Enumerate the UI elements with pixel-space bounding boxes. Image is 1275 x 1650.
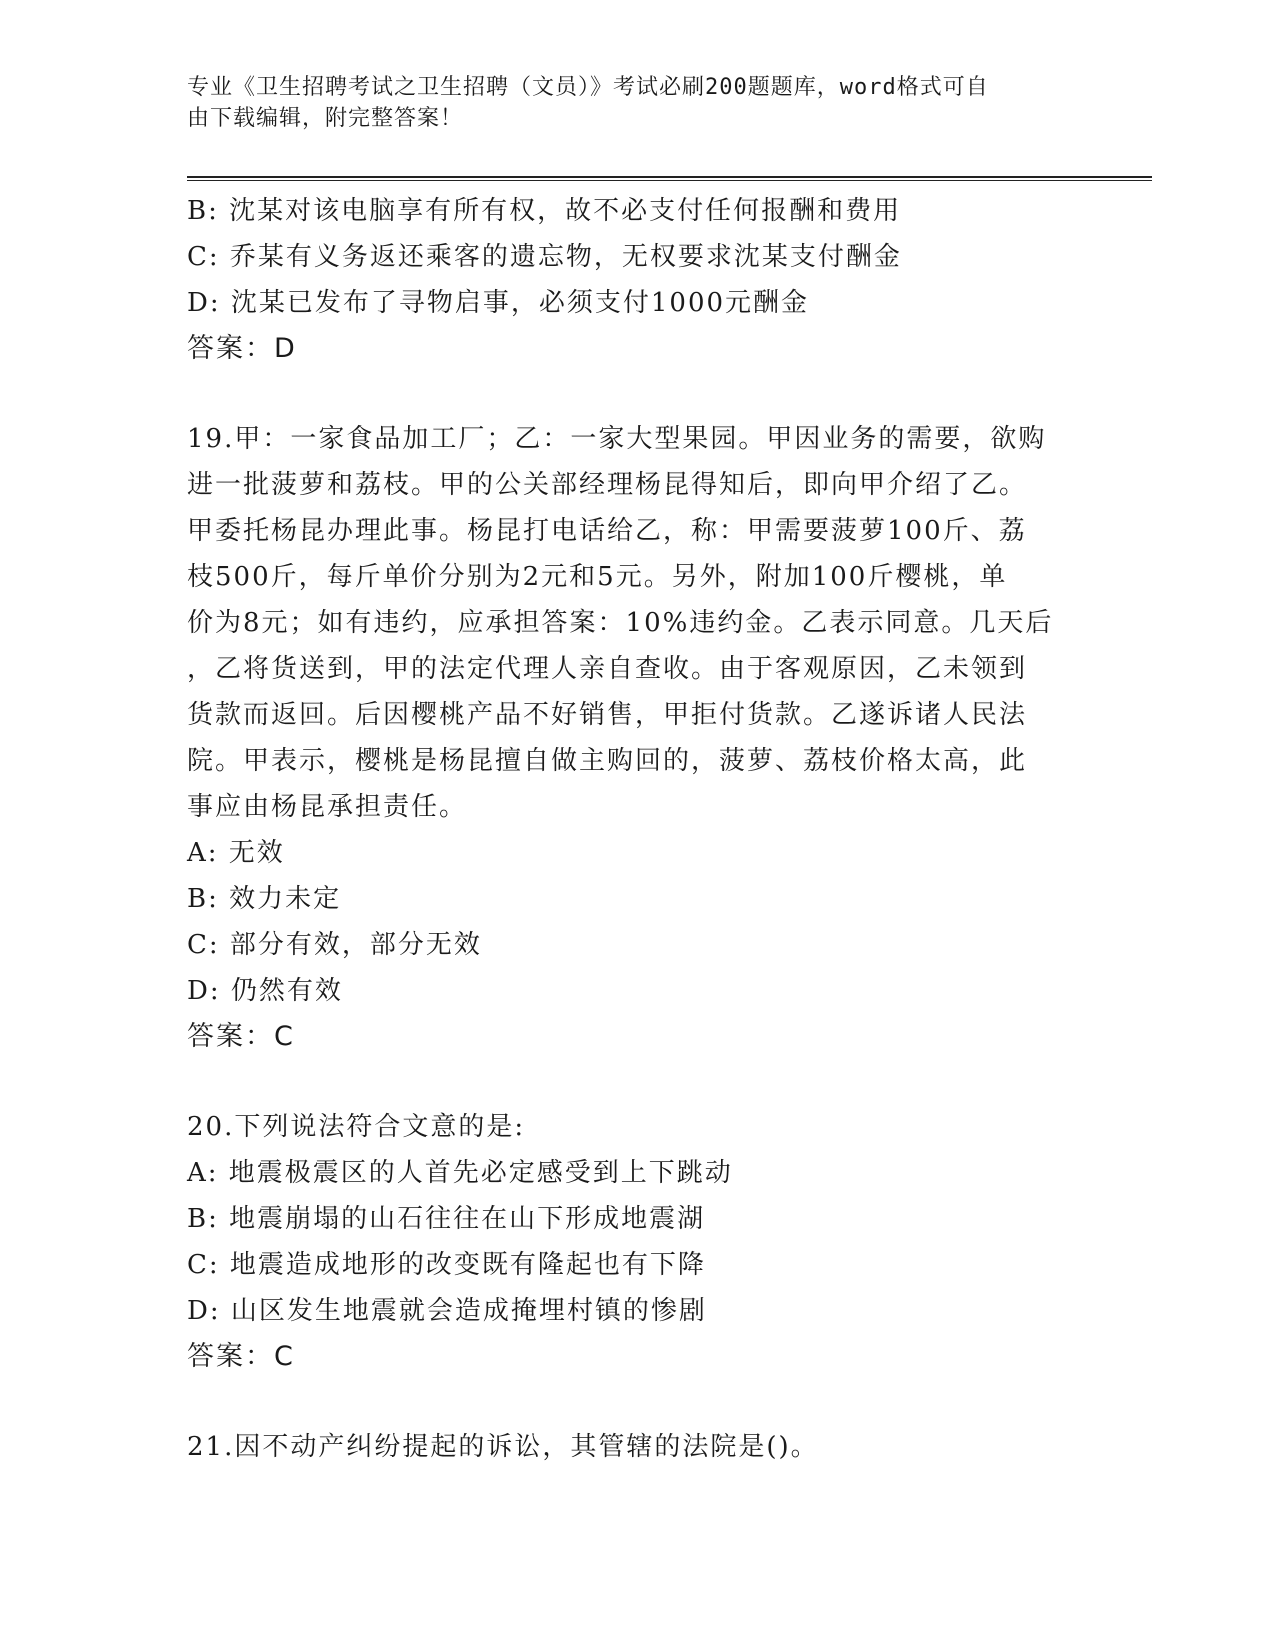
question-stem-line: 进一批菠萝和荔枝。甲的公关部经理杨昆得知后，即向甲介绍了乙。 <box>187 470 1028 500</box>
question-21 <box>187 1424 1087 1470</box>
spacer <box>187 1060 1087 1104</box>
header-divider <box>187 176 1152 181</box>
option-d: D: 仍然有效 <box>187 976 343 1006</box>
option-c: C: 部分有效，部分无效 <box>187 930 482 960</box>
question-stem-line: 事应由杨昆承担责任。 <box>187 792 468 822</box>
question-18-tail <box>187 188 1087 372</box>
question-stem: 21.因不动产纠纷提起的诉讼，其管辖的法院是()。 <box>187 1432 819 1462</box>
option-c: C: 地震造成地形的改变既有隆起也有下降 <box>187 1250 706 1280</box>
question-stem-line: 价为8元；如有违约，应承担答案：10%违约金。乙表示同意。几天后 <box>187 608 1054 638</box>
option-d: D: 沈某已发布了寻物启事，必须支付1000元酬金 <box>187 288 810 318</box>
question-19 <box>187 416 1087 1060</box>
question-stem: 20.下列说法符合文意的是: <box>187 1112 526 1142</box>
question-stem-line: ，乙将货送到，甲的法定代理人亲自查收。由于客观原因，乙未领到 <box>187 654 1028 684</box>
option-c: C: 乔某有义务返还乘客的遗忘物，无权要求沈某支付酬金 <box>187 242 902 272</box>
answer-label: 答案：D <box>187 333 297 364</box>
option-d: D: 山区发生地震就会造成掩埋村镇的惨剧 <box>187 1296 707 1326</box>
question-stem-line: 货款而返回。后因樱桃产品不好销售，甲拒付货款。乙遂诉诸人民法 <box>187 700 1028 730</box>
question-stem-line: 19.甲：一家食品加工厂；乙：一家大型果园。甲因业务的需要，欲购 <box>187 424 1047 454</box>
header-line-2: 由下载编辑，附完整答案！ <box>187 106 464 131</box>
spacer <box>187 1380 1087 1424</box>
question-20 <box>187 1104 1087 1380</box>
answer-label: 答案：C <box>187 1341 295 1372</box>
question-stem-line: 院。甲表示，樱桃是杨昆擅自做主购回的，菠萝、荔枝价格太高，此 <box>187 746 1028 776</box>
question-content <box>187 188 1087 1470</box>
answer-label: 答案：C <box>187 1021 295 1052</box>
header-line-1: 专业《卫生招聘考试之卫生招聘（文员）》考试必刷200题题库，word格式可自 <box>187 75 989 100</box>
option-b: B: 地震崩塌的山石往往在山下形成地震湖 <box>187 1204 706 1234</box>
option-b: B: 效力未定 <box>187 884 342 914</box>
question-stem-line: 甲委托杨昆办理此事。杨昆打电话给乙，称：甲需要菠萝100斤、荔 <box>187 516 1027 546</box>
spacer <box>187 372 1087 416</box>
option-a: A: 地震极震区的人首先必定感受到上下跳动 <box>187 1158 733 1188</box>
question-stem-line: 枝500斤，每斤单价分别为2元和5元。另外，附加100斤樱桃，单 <box>187 562 1008 592</box>
page-header <box>187 72 1067 134</box>
option-a: A: 无效 <box>187 838 285 868</box>
option-b: B: 沈某对该电脑享有所有权，故不必支付任何报酬和费用 <box>187 196 902 226</box>
